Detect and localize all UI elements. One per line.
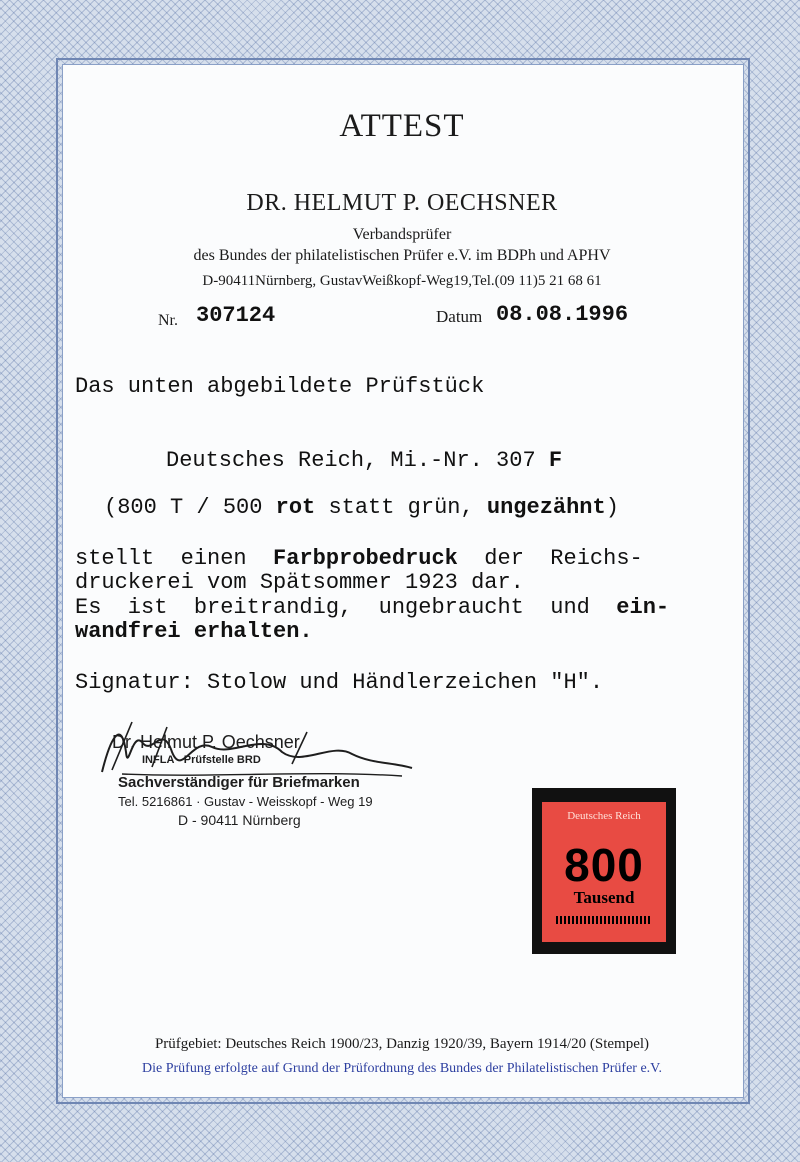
paragraph-line-4: wandfrei erhalten.	[75, 619, 313, 644]
paragraph-line-1c: der Reichs-	[457, 546, 643, 571]
certificate-number: 307124	[196, 303, 276, 328]
examiner-stamp	[92, 712, 422, 852]
signature-line: Signatur: Stolow und Händlerzeichen "H".	[75, 670, 604, 695]
examiner-association: des Bundes der philatelistischen Prüfer e.V. im BDPh und APHV	[193, 247, 611, 264]
certificate-title: ATTEST	[339, 108, 465, 144]
footer-exam-rules: Die Prüfung erfolgte auf Grund der Prüfordnung des Bundes der Philatelistischen Prüfer e.V.	[142, 1061, 662, 1076]
description-perforation: ungezähnt	[486, 495, 606, 520]
examiner-name: DR. HELMUT P. OECHSNER	[246, 190, 558, 216]
description-color: rot	[275, 495, 316, 520]
postage-stamp-subtext: Tausend	[573, 888, 635, 907]
number-label: Nr.	[158, 312, 178, 329]
intro-line: Das unten abgebildete Prüfstück	[75, 374, 485, 399]
postage-stamp	[542, 802, 666, 942]
paragraph-line-1b: Farbprobedruck	[273, 546, 458, 571]
stamp-signature-text: Dr. Helmut P. Oechsner	[112, 732, 300, 752]
stamp-line-2: Sachverständiger für Briefmarken	[118, 774, 360, 791]
paragraph-line-3a: Es ist breitrandig, ungebraucht und	[75, 595, 617, 620]
stamp-line-3: Tel. 5216861 · Gustav - Weisskopf - Weg 19	[118, 794, 373, 809]
paragraph-line-3b: ein-	[616, 595, 670, 620]
paragraph-line-2: druckerei vom Spätsommer 1923 dar.	[75, 570, 524, 595]
examiner-address: D-90411Nürnberg, GustavWeißkopf-Weg19,Tel.(09 11)5 21 68 61	[202, 273, 602, 289]
description-line	[104, 495, 619, 520]
postage-stamp-bars	[556, 916, 652, 924]
description-open: (800 T / 500	[104, 495, 276, 520]
examiner-role: Verbandsprüfer	[352, 226, 452, 243]
stamp-line-1: INFLA - Prüfstelle BRD	[142, 754, 261, 766]
item-line	[166, 448, 562, 473]
footer-exam-area: Prüfgebiet: Deutsches Reich 1900/23, Danzig 1920/39, Bayern 1914/20 (Stempel)	[154, 1036, 650, 1052]
item-text: Deutsches Reich, Mi.-Nr. 307	[166, 448, 549, 473]
certificate-date: 08.08.1996	[496, 302, 629, 327]
stamp-line-4: D - 90411 Nürnberg	[178, 812, 301, 828]
description-close: )	[605, 495, 619, 520]
postage-stamp-header: Deutsches Reich	[567, 810, 641, 822]
date-label: Datum	[436, 307, 483, 326]
paragraph-line-3	[75, 595, 669, 620]
item-variant: F	[548, 448, 563, 473]
paragraph-line-1a: stellt einen	[75, 546, 274, 571]
postage-stamp-image	[532, 788, 676, 954]
postage-stamp-value: 800	[564, 839, 644, 891]
description-mid: statt grün,	[315, 495, 487, 520]
paragraph-line-1	[75, 546, 643, 571]
